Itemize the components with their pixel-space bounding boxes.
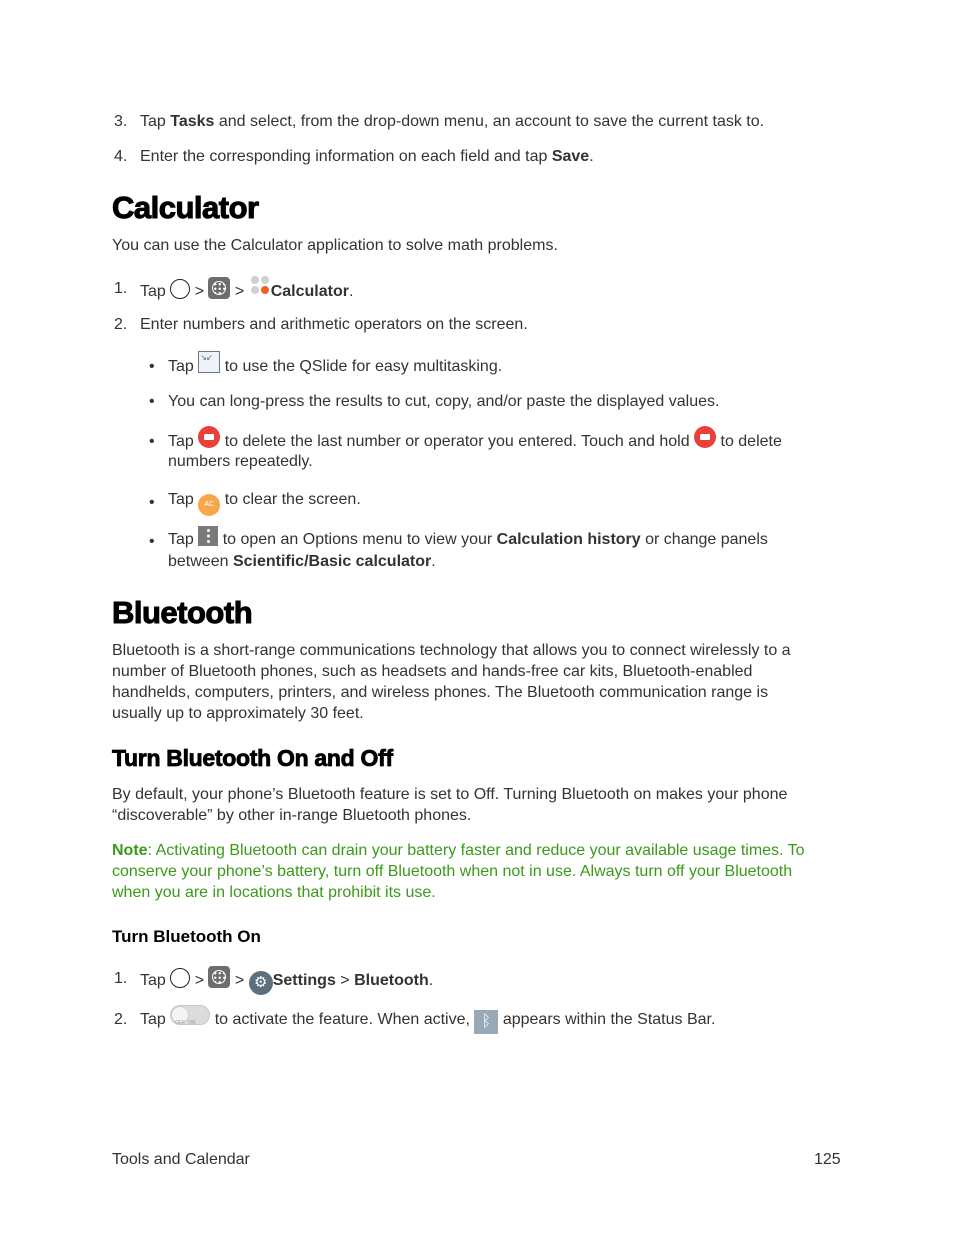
tap-label: Tap — [168, 491, 199, 508]
step-text-post: . — [589, 148, 594, 165]
footer-section: Tools and Calendar — [112, 1151, 250, 1168]
heading-bluetooth: Bluetooth — [112, 595, 253, 630]
heading-calculator: Calculator — [112, 190, 259, 225]
tap-label: Tap — [168, 433, 199, 450]
paragraph-line: By default, your phone’s Bluetooth feature is set to Off. Turning Bluetooth on makes your phone — [112, 786, 788, 803]
settings-label: Settings — [272, 972, 336, 989]
apps-icon — [208, 966, 230, 988]
step-text-pre: Enter the corresponding information on each field and tap — [140, 148, 552, 165]
calculator-mode-label: Scientific/Basic calculator — [232, 553, 432, 570]
bluetooth-status-icon: ᛒ — [474, 1010, 498, 1034]
bluetooth-step-1 — [140, 966, 433, 995]
calculator-icon — [249, 276, 271, 298]
bluetooth-default-text — [112, 784, 832, 826]
tap-label: Tap — [168, 358, 199, 375]
bullet-text: to clear the screen. — [220, 491, 361, 508]
footer-page-number: 125 — [814, 1151, 841, 1168]
toggle-switch-icon — [170, 1005, 210, 1025]
bullet-text: to open an Options menu to view your — [218, 531, 497, 548]
note-line: conserve your phone’s battery, turn off Bluetooth when not in use. Always turn off your Bluetooth — [112, 863, 793, 880]
separator: > — [230, 972, 249, 989]
bullet-text: between — [168, 553, 233, 570]
qslide-icon — [198, 351, 220, 373]
step-number: 3. — [114, 113, 128, 130]
bullet-text: to delete the last number or operator you entered. Touch and hold — [220, 433, 695, 450]
step-number: 2. — [114, 1011, 128, 1028]
bullet-text: or change panels — [640, 531, 768, 548]
period: . — [428, 972, 434, 989]
step-number: 1. — [114, 970, 128, 987]
paragraph-line: usually up to approximately 30 feet. — [112, 705, 364, 722]
bluetooth-label: Bluetooth — [354, 972, 429, 989]
bullet-long-press: You can long-press the results to cut, copy, and/or paste the displayed values. — [168, 393, 720, 410]
note-line: when you are in locations that prohibit its use. — [112, 884, 436, 901]
bullet-clear — [168, 487, 361, 516]
bluetooth-step-2 — [140, 1005, 715, 1034]
note-line — [112, 840, 842, 861]
bullet-delete-cont: numbers repeatedly. — [168, 453, 313, 470]
bluetooth-intro — [112, 640, 832, 724]
step-text-post: and select, from the drop-down menu, an account to save the current task to. — [214, 113, 765, 130]
bullet — [149, 433, 155, 451]
step-number: 2. — [114, 316, 128, 333]
note-text: : Activating Bluetooth can drain your battery faster and reduce your available usage times. To — [147, 842, 805, 859]
step-text — [140, 146, 594, 167]
calculator-intro: You can use the Calculator application to solve math problems. — [112, 237, 558, 254]
bullet-qslide — [168, 351, 502, 380]
paragraph-line: Bluetooth is a short-range communications technology that allows you to connect wirelessly to a — [112, 642, 791, 659]
tap-label: Tap — [140, 972, 166, 989]
paragraph-line: number of Bluetooth phones, such as headsets and hands-free car kits, Bluetooth-enabled — [112, 663, 753, 680]
separator: > — [230, 283, 249, 300]
home-icon — [170, 279, 190, 299]
note-label: Note — [112, 842, 148, 859]
separator: > — [190, 283, 209, 300]
tap-label: Tap — [140, 1011, 171, 1028]
tap-label: Tap — [140, 283, 166, 300]
home-icon — [170, 968, 190, 988]
period: . — [431, 553, 436, 570]
calculator-step-2: Enter numbers and arithmetic operators on the screen. — [140, 316, 528, 333]
clear-icon: AC — [198, 494, 220, 516]
bullet-text: to use the QSlide for easy multitasking. — [220, 358, 503, 375]
step-text — [140, 111, 764, 132]
step-text: to activate the feature. When active, — [210, 1011, 475, 1028]
bullet — [149, 358, 155, 376]
bullet — [149, 393, 155, 411]
paragraph-line: “discoverable” by other in-range Bluetooth phones. — [112, 807, 472, 824]
bullet — [149, 494, 155, 512]
step-text: appears within the Status Bar. — [498, 1011, 716, 1028]
bullet-options-cont — [168, 551, 436, 572]
heading-turn-bluetooth-on: Turn Bluetooth On — [112, 927, 261, 946]
delete-icon — [198, 426, 220, 448]
calculation-history-label: Calculation history — [496, 531, 641, 548]
options-menu-icon — [198, 526, 218, 546]
bullet — [149, 533, 155, 551]
step-number: 4. — [114, 148, 128, 165]
step-text-pre: Tap — [140, 113, 171, 130]
heading-turn-bluetooth-on-off: Turn Bluetooth On and Off — [112, 745, 393, 771]
paragraph-line: handhelds, computers, printers, and wireless phones. The Bluetooth communication range is — [112, 684, 769, 701]
step-text-bold: Tasks — [170, 113, 215, 130]
note-box — [112, 840, 842, 903]
step-number: 1. — [114, 280, 128, 297]
calculator-step-1 — [140, 276, 353, 305]
bullet-options — [168, 526, 768, 553]
calculator-label: Calculator — [270, 283, 349, 300]
bullet-text: to delete — [716, 433, 782, 450]
delete-icon — [694, 426, 716, 448]
tap-label: Tap — [168, 531, 199, 548]
settings-gear-icon: ⚙ — [249, 971, 273, 995]
separator: > — [190, 972, 209, 989]
step-text-bold: Save — [551, 148, 590, 165]
apps-icon — [208, 277, 230, 299]
separator: > — [335, 972, 355, 989]
period: . — [348, 283, 354, 300]
